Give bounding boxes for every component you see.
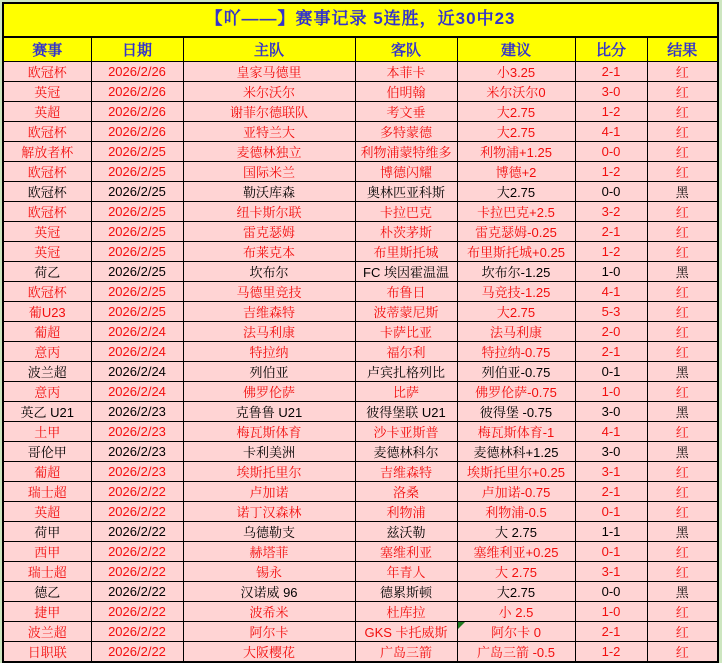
- cell-result: 红: [647, 621, 718, 641]
- table-row: [3, 341, 718, 361]
- cell-league: 捷甲: [3, 601, 91, 621]
- cell-date: 2026/2/22: [91, 581, 183, 601]
- cell-score: 3-1: [575, 561, 647, 581]
- cell-home-team: 勒沃库森: [183, 181, 355, 201]
- cell-home-team: 亚特兰大: [183, 121, 355, 141]
- cell-result: 红: [647, 121, 718, 141]
- cell-away-team: 吉维森特: [355, 461, 457, 481]
- cell-league: 解放者杯: [3, 141, 91, 161]
- cell-result: 红: [647, 161, 718, 181]
- cell-tip: 塞维利亚+0.25: [457, 541, 575, 561]
- cell-tip: 列伯亚-0.75: [457, 361, 575, 381]
- cell-tip: 博德+2: [457, 161, 575, 181]
- cell-result: 红: [647, 341, 718, 361]
- cell-home-team: 皇家马德里: [183, 61, 355, 81]
- cell-score: 1-2: [575, 101, 647, 121]
- header-row: [3, 37, 718, 61]
- cell-away-team: 沙卡亚斯普: [355, 421, 457, 441]
- cell-date: 2026/2/23: [91, 421, 183, 441]
- column-header-home: 主队: [183, 37, 355, 61]
- cell-result: 黑: [647, 521, 718, 541]
- cell-result: 红: [647, 201, 718, 221]
- cell-home-team: 埃斯托里尔: [183, 461, 355, 481]
- cell-away-team: 兹沃勒: [355, 521, 457, 541]
- cell-date: 2026/2/22: [91, 601, 183, 621]
- table-row: [3, 101, 718, 121]
- cell-score: 4-1: [575, 421, 647, 441]
- cell-date: 2026/2/24: [91, 321, 183, 341]
- column-header-tip: 建议: [457, 37, 575, 61]
- cell-date: 2026/2/26: [91, 81, 183, 101]
- cell-score: 2-0: [575, 321, 647, 341]
- cell-league: 英超: [3, 101, 91, 121]
- cell-league: 欧冠杯: [3, 61, 91, 81]
- cell-tip: 法马利康: [457, 321, 575, 341]
- cell-home-team: 赫塔菲: [183, 541, 355, 561]
- cell-league: 荷乙: [3, 261, 91, 281]
- cell-home-team: 马德里竞技: [183, 281, 355, 301]
- cell-score: 2-1: [575, 481, 647, 501]
- table-row: [3, 581, 718, 601]
- cell-tip: 小3.25: [457, 61, 575, 81]
- cell-home-team: 麦德林独立: [183, 141, 355, 161]
- cell-home-team: 列伯亚: [183, 361, 355, 381]
- cell-home-team: 吉维森特: [183, 301, 355, 321]
- cell-date: 2026/2/25: [91, 201, 183, 221]
- cell-date: 2026/2/25: [91, 281, 183, 301]
- cell-away-team: 卢宾扎格列比: [355, 361, 457, 381]
- cell-tip: 马竞技-1.25: [457, 281, 575, 301]
- cell-result: 红: [647, 501, 718, 521]
- cell-score: 1-0: [575, 261, 647, 281]
- cell-tip: 小 2.5: [457, 601, 575, 621]
- table-row: [3, 621, 718, 641]
- cell-away-team: 奥林匹亚科斯: [355, 181, 457, 201]
- cell-date: 2026/2/26: [91, 101, 183, 121]
- cell-away-team: 朴茨茅斯: [355, 221, 457, 241]
- cell-tip: 雷克瑟姆-0.25: [457, 221, 575, 241]
- table-row: [3, 61, 718, 81]
- cell-result: 红: [647, 281, 718, 301]
- cell-result: 红: [647, 241, 718, 261]
- cell-result: 红: [647, 461, 718, 481]
- cell-date: 2026/2/25: [91, 141, 183, 161]
- table-row: [3, 301, 718, 321]
- table-body: [3, 61, 718, 662]
- cell-date: 2026/2/22: [91, 481, 183, 501]
- cell-league: 瑞士超: [3, 481, 91, 501]
- cell-league: 欧冠杯: [3, 161, 91, 181]
- cell-result: 红: [647, 101, 718, 121]
- cell-date: 2026/2/22: [91, 501, 183, 521]
- cell-tip: 大2.75: [457, 121, 575, 141]
- table-row: [3, 81, 718, 101]
- table-row: [3, 641, 718, 662]
- cell-tip: 布里斯托城+0.25: [457, 241, 575, 261]
- cell-home-team: 佛罗伦萨: [183, 381, 355, 401]
- cell-tip: 阿尔卡 0: [457, 621, 575, 641]
- cell-home-team: 阿尔卡: [183, 621, 355, 641]
- cell-away-team: 布里斯托城: [355, 241, 457, 261]
- record-table: [2, 36, 719, 663]
- cell-league: 意丙: [3, 341, 91, 361]
- cell-away-team: 卡萨比亚: [355, 321, 457, 341]
- cell-league: 波兰超: [3, 361, 91, 381]
- table-row: [3, 401, 718, 421]
- cell-tip: 大2.75: [457, 301, 575, 321]
- cell-result: 黑: [647, 181, 718, 201]
- cell-away-team: 本菲卡: [355, 61, 457, 81]
- cell-league: 葡超: [3, 321, 91, 341]
- cell-away-team: 卡拉巴克: [355, 201, 457, 221]
- cell-league: 欧冠杯: [3, 121, 91, 141]
- cell-league: 英冠: [3, 221, 91, 241]
- cell-away-team: 洛桑: [355, 481, 457, 501]
- cell-league: 葡超: [3, 461, 91, 481]
- cell-away-team: 考文垂: [355, 101, 457, 121]
- cell-away-team: 多特蒙德: [355, 121, 457, 141]
- cell-date: 2026/2/22: [91, 561, 183, 581]
- cell-league: 意丙: [3, 381, 91, 401]
- cell-tip: 大2.75: [457, 181, 575, 201]
- cell-tip: 大 2.75: [457, 561, 575, 581]
- cell-home-team: 卡利美洲: [183, 441, 355, 461]
- cell-home-team: 梅瓦斯体育: [183, 421, 355, 441]
- cell-tip: 大2.75: [457, 581, 575, 601]
- table-row: [3, 601, 718, 621]
- cell-score: 0-1: [575, 541, 647, 561]
- cell-score: 1-0: [575, 601, 647, 621]
- cell-score: 3-2: [575, 201, 647, 221]
- cell-away-team: 彼得堡联 U21: [355, 401, 457, 421]
- cell-date: 2026/2/22: [91, 521, 183, 541]
- cell-tip: 彼得堡 -0.75: [457, 401, 575, 421]
- cell-score: 0-1: [575, 501, 647, 521]
- cell-date: 2026/2/23: [91, 441, 183, 461]
- match-record-sheet: [2, 2, 719, 663]
- cell-score: 0-0: [575, 141, 647, 161]
- cell-date: 2026/2/25: [91, 221, 183, 241]
- cell-away-team: 广岛三箭: [355, 641, 457, 662]
- cell-tip: 卡拉巴克+2.5: [457, 201, 575, 221]
- cell-score: 1-1: [575, 521, 647, 541]
- cell-date: 2026/2/22: [91, 541, 183, 561]
- cell-away-team: 波蒂蒙尼斯: [355, 301, 457, 321]
- cell-score: 1-2: [575, 241, 647, 261]
- cell-tip: 大2.75: [457, 101, 575, 121]
- table-row: [3, 381, 718, 401]
- table-row: [3, 521, 718, 541]
- column-header-score: 比分: [575, 37, 647, 61]
- cell-home-team: 波希米: [183, 601, 355, 621]
- cell-away-team: 福尔利: [355, 341, 457, 361]
- cell-result: 红: [647, 141, 718, 161]
- table-row: [3, 361, 718, 381]
- table-row: [3, 141, 718, 161]
- cell-tip: 大 2.75: [457, 521, 575, 541]
- cell-score: 3-1: [575, 461, 647, 481]
- table-row: [3, 181, 718, 201]
- cell-league: 欧冠杯: [3, 181, 91, 201]
- cell-score: 1-0: [575, 381, 647, 401]
- cell-away-team: 麦德林科尔: [355, 441, 457, 461]
- cell-home-team: 大阪樱花: [183, 641, 355, 662]
- cell-score: 2-1: [575, 221, 647, 241]
- cell-tip: 麦德林科+1.25: [457, 441, 575, 461]
- cell-score: 4-1: [575, 121, 647, 141]
- cell-result: 黑: [647, 261, 718, 281]
- table-row: [3, 421, 718, 441]
- table-row: [3, 221, 718, 241]
- column-header-league: 赛事: [3, 37, 91, 61]
- cell-result: 黑: [647, 401, 718, 421]
- cell-date: 2026/2/25: [91, 161, 183, 181]
- cell-score: 4-1: [575, 281, 647, 301]
- cell-home-team: 纽卡斯尔联: [183, 201, 355, 221]
- cell-result: 红: [647, 641, 718, 662]
- cell-tip: 佛罗伦萨-0.75: [457, 381, 575, 401]
- cell-away-team: 塞维利亚: [355, 541, 457, 561]
- cell-league: 英冠: [3, 241, 91, 261]
- table-row: [3, 281, 718, 301]
- cell-score: 3-0: [575, 401, 647, 421]
- table-row: [3, 161, 718, 181]
- cell-away-team: 德累斯顿: [355, 581, 457, 601]
- cell-away-team: 比萨: [355, 381, 457, 401]
- cell-home-team: 乌德勒支: [183, 521, 355, 541]
- table-row: [3, 541, 718, 561]
- cell-home-team: 卢加诺: [183, 481, 355, 501]
- cell-league: 荷甲: [3, 521, 91, 541]
- cell-result: 红: [647, 321, 718, 341]
- cell-date: 2026/2/23: [91, 401, 183, 421]
- column-header-date: 日期: [91, 37, 183, 61]
- cell-home-team: 锡永: [183, 561, 355, 581]
- cell-league: 葡U23: [3, 301, 91, 321]
- table-row: [3, 501, 718, 521]
- cell-home-team: 法马利康: [183, 321, 355, 341]
- cell-result: 黑: [647, 441, 718, 461]
- cell-date: 2026/2/25: [91, 301, 183, 321]
- cell-result: 红: [647, 81, 718, 101]
- cell-score: 0-1: [575, 361, 647, 381]
- cell-result: 黑: [647, 581, 718, 601]
- cell-tip: 坎布尔-1.25: [457, 261, 575, 281]
- cell-date: 2026/2/22: [91, 641, 183, 662]
- cell-league: 日职联: [3, 641, 91, 662]
- cell-away-team: 伯明翰: [355, 81, 457, 101]
- cell-tip: 梅瓦斯体育-1: [457, 421, 575, 441]
- cell-league: 欧冠杯: [3, 201, 91, 221]
- cell-tip: 特拉纳-0.75: [457, 341, 575, 361]
- cell-date: 2026/2/25: [91, 241, 183, 261]
- cell-league: 哥伦甲: [3, 441, 91, 461]
- cell-league: 西甲: [3, 541, 91, 561]
- cell-tip: 利物浦-0.5: [457, 501, 575, 521]
- column-header-result: 结果: [647, 37, 718, 61]
- cell-away-team: 博德闪耀: [355, 161, 457, 181]
- table-row: [3, 441, 718, 461]
- cell-score: 1-2: [575, 161, 647, 181]
- cell-date: 2026/2/25: [91, 261, 183, 281]
- cell-score: 2-1: [575, 621, 647, 641]
- cell-league: 英冠: [3, 81, 91, 101]
- cell-score: 5-3: [575, 301, 647, 321]
- cell-league: 欧冠杯: [3, 281, 91, 301]
- cell-away-team: FC 埃因霍温温: [355, 261, 457, 281]
- cell-date: 2026/2/24: [91, 341, 183, 361]
- cell-away-team: 年青人: [355, 561, 457, 581]
- cell-date: 2026/2/24: [91, 361, 183, 381]
- column-header-away: 客队: [355, 37, 457, 61]
- table-row: [3, 261, 718, 281]
- cell-result: 红: [647, 541, 718, 561]
- cell-result: 黑: [647, 361, 718, 381]
- cell-home-team: 坎布尔: [183, 261, 355, 281]
- cell-home-team: 布莱克本: [183, 241, 355, 261]
- cell-home-team: 克鲁鲁 U21: [183, 401, 355, 421]
- cell-date: 2026/2/25: [91, 181, 183, 201]
- cell-league: 瑞士超: [3, 561, 91, 581]
- page-title: 【吖——】赛事记录 5连胜，近30中23: [2, 2, 719, 36]
- cell-result: 红: [647, 221, 718, 241]
- cell-result: 红: [647, 421, 718, 441]
- table-row: [3, 561, 718, 581]
- cell-league: 英乙 U21: [3, 401, 91, 421]
- cell-home-team: 雷克瑟姆: [183, 221, 355, 241]
- cell-score: 2-1: [575, 341, 647, 361]
- cell-league: 土甲: [3, 421, 91, 441]
- cell-result: 红: [647, 601, 718, 621]
- cell-tip: 广岛三箭 -0.5: [457, 641, 575, 662]
- cell-date: 2026/2/26: [91, 61, 183, 81]
- table-row: [3, 481, 718, 501]
- cell-tip: 卢加诺-0.75: [457, 481, 575, 501]
- cell-tip: 米尔沃尔0: [457, 81, 575, 101]
- cell-date: 2026/2/22: [91, 621, 183, 641]
- table-row: [3, 321, 718, 341]
- cell-home-team: 国际米兰: [183, 161, 355, 181]
- cell-tip: 埃斯托里尔+0.25: [457, 461, 575, 481]
- cell-result: 红: [647, 381, 718, 401]
- cell-score: 3-0: [575, 81, 647, 101]
- cell-score: 3-0: [575, 441, 647, 461]
- cell-home-team: 谢菲尔德联队: [183, 101, 355, 121]
- cell-away-team: 布鲁日: [355, 281, 457, 301]
- cell-result: 红: [647, 561, 718, 581]
- cell-date: 2026/2/26: [91, 121, 183, 141]
- cell-home-team: 汉诺威 96: [183, 581, 355, 601]
- cell-away-team: 利物浦: [355, 501, 457, 521]
- cell-result: 红: [647, 481, 718, 501]
- table-row: [3, 241, 718, 261]
- cell-league: 英超: [3, 501, 91, 521]
- cell-result: 红: [647, 61, 718, 81]
- cell-home-team: 诺丁汉森林: [183, 501, 355, 521]
- cell-away-team: GKS 卡托威斯: [355, 621, 457, 641]
- cell-away-team: 杜库拉: [355, 601, 457, 621]
- cell-league: 德乙: [3, 581, 91, 601]
- cell-score: 1-2: [575, 641, 647, 662]
- cell-home-team: 特拉纳: [183, 341, 355, 361]
- cell-tip: 利物浦+1.25: [457, 141, 575, 161]
- table-row: [3, 121, 718, 141]
- cell-league: 波兰超: [3, 621, 91, 641]
- table-row: [3, 461, 718, 481]
- cell-score: 0-0: [575, 581, 647, 601]
- cell-score: 2-1: [575, 61, 647, 81]
- cell-away-team: 利物浦蒙特维多: [355, 141, 457, 161]
- cell-date: 2026/2/24: [91, 381, 183, 401]
- cell-score: 0-0: [575, 181, 647, 201]
- cell-date: 2026/2/23: [91, 461, 183, 481]
- table-row: [3, 201, 718, 221]
- cell-home-team: 米尔沃尔: [183, 81, 355, 101]
- cell-result: 红: [647, 301, 718, 321]
